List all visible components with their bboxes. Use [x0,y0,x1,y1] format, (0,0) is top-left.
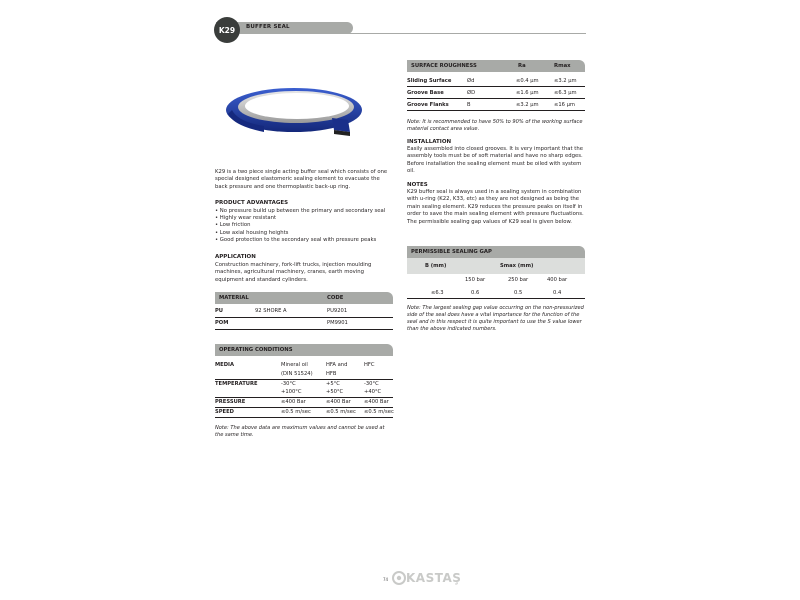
rmax-column-header: Rmax [554,63,571,69]
installation-text: Easily assembled into closed grooves. It is very important that the assembly tools must be of soft material and have no sharp edges. Before installation the sealing element must be oiled with system oil. [407,146,583,175]
gap-note: Note: The largest sealing gap value occurring on the non-pressurized side of the seal does have a vital importance for the function of the seal and in this respect it is quite important to use the S value lower than the above indicated numbers. [407,305,584,332]
roughness-table-header [407,60,585,72]
row-divider [215,329,393,330]
gap-table-header [407,246,585,258]
ra-cell: ≤3.2 µm [516,102,539,108]
temperature-cell: +40°C [364,389,382,395]
row-divider [215,317,393,318]
installation-heading: INSTALLATION [407,139,452,145]
surface-label: Sliding Surface [407,78,452,84]
smax-value: 0.6 [471,290,480,296]
pressure-subheader: 250 bar [508,277,529,283]
media-label: MEDIA [215,362,234,368]
temperature-label: TEMPERATURE [215,381,258,387]
pressure-cell: ≤400 Bar [326,399,351,405]
gap-table-title: PERMISSIBLE SEALING GAP [411,249,492,255]
media-cell: (DIN 51524) [281,371,313,377]
row-divider [215,407,393,408]
rmax-cell: ≤16 µm [554,102,575,108]
application-text: Construction machinery, fork-lift trucks, injection moulding machines, agricultural machinery, cranes, earth moving equipment and standard cylinders. [215,262,372,283]
roughness-table-body [407,72,585,114]
code-cell: PM9901 [327,320,348,326]
operating-conditions-title: OPERATING CONDITIONS [219,347,293,353]
row-divider [215,417,393,418]
surface-symbol: ØD [467,90,476,96]
speed-cell: ≤0.5 m/sec [326,409,356,415]
list-item: • Highly wear resistant [215,215,277,222]
list-item: • Low axial housing heights [215,229,289,236]
gap-table-body [407,274,585,300]
brand-logo [392,570,461,586]
list-item: • No pressure build up between the primary and secondary seal [215,208,386,214]
row-divider [407,110,585,111]
header-rule [216,33,586,34]
logo-mark-icon [392,571,406,585]
material-cell: POM [215,320,229,326]
roughness-note: Note: It is recommended to have 50% to 90% of the working surface material contact area value. [407,119,583,132]
surface-symbol: B [467,102,471,108]
application-heading: APPLICATION [215,254,256,260]
list-item: • Good protection to the secondary seal with pressure peaks [215,236,377,243]
operating-note: Note: The above data are maximum values and cannot be used at the same time. [215,425,385,438]
notes-text: K29 buffer seal is always used in a sealing system in combination with u-ring (K22, K33, etc) as they are not designed as being the main sealing element. K29 reduces the pressure peaks on itself in order to save the main sealing element with pressure fluctuations. The permissible sealing gap values of K29 seal is given below. [407,189,584,225]
pressure-subheader: 400 bar [547,277,568,283]
advantages-heading: PRODUCT ADVANTAGES [215,200,289,206]
row-divider [215,379,393,380]
media-cell: HFB [326,371,337,377]
brand-name: KASTAŞ [406,571,462,585]
code-cell: PU9201 [327,308,348,314]
operating-table-header [215,344,393,356]
operating-table-body [215,356,393,422]
row-divider [215,397,393,398]
temperature-cell: -30°C [364,381,379,387]
ra-cell: ≤1.6 µm [516,90,539,96]
material-column-header: MATERIAL [219,295,249,301]
speed-cell: ≤0.5 m/sec [364,409,394,415]
pressure-label: PRESSURE [215,399,246,405]
temperature-cell: +50°C [326,389,344,395]
page-number: 74 [383,577,389,582]
row-divider [407,86,585,87]
speed-label: SPEED [215,409,234,415]
row-divider [407,98,585,99]
media-cell: HFC [364,362,375,368]
rmax-cell: ≤3.2 µm [554,78,577,84]
material-table-body [215,304,393,334]
roughness-title: SURFACE ROUGHNESS [411,63,477,69]
surface-label: Groove Flanks [407,102,449,108]
advantages-list [215,208,395,244]
speed-cell: ≤0.5 m/sec [281,409,311,415]
code-column-header: CODE [327,295,344,301]
b-mm-header: B (mm) [425,263,447,269]
ra-cell: ≤0.4 µm [516,78,539,84]
pressure-cell: ≤400 Bar [281,399,306,405]
row-divider [407,298,585,299]
notes-heading: NOTES [407,182,428,188]
surface-label: Groove Base [407,90,444,96]
b-mm-value: ≤6.3 [431,290,444,296]
material-table-header [215,292,393,304]
media-cell: Mineral oil [281,362,308,368]
buffer-seal-image [224,80,364,145]
smax-header: Smax (mm) [500,263,534,269]
list-item: • Low friction [215,222,251,229]
page-title: BUFFER SEAL [246,24,290,30]
ra-column-header: Ra [518,63,526,69]
pressure-cell: ≤400 Bar [364,399,389,405]
intro-paragraph: K29 is a two piece single acting buffer seal which consists of one special designed elastomeric sealing element to evacuate the back pressure and one thermoplastic back-up ring. [215,169,388,190]
hardness-cell: 92 SHORE A [255,308,287,314]
temperature-cell: +5°C [326,381,340,387]
temperature-cell: +100°C [281,389,302,395]
rmax-cell: ≤6.3 µm [554,90,577,96]
surface-symbol: Ød [467,78,475,84]
gap-column-headers [407,258,585,274]
smax-value: 0.4 [553,290,562,296]
media-cell: HFA and [326,362,348,368]
product-code-badge: K29 [214,17,240,43]
material-cell: PU [215,308,224,314]
temperature-cell: -30°C [281,381,296,387]
smax-value: 0.5 [514,290,523,296]
pressure-subheader: 150 bar [465,277,486,283]
